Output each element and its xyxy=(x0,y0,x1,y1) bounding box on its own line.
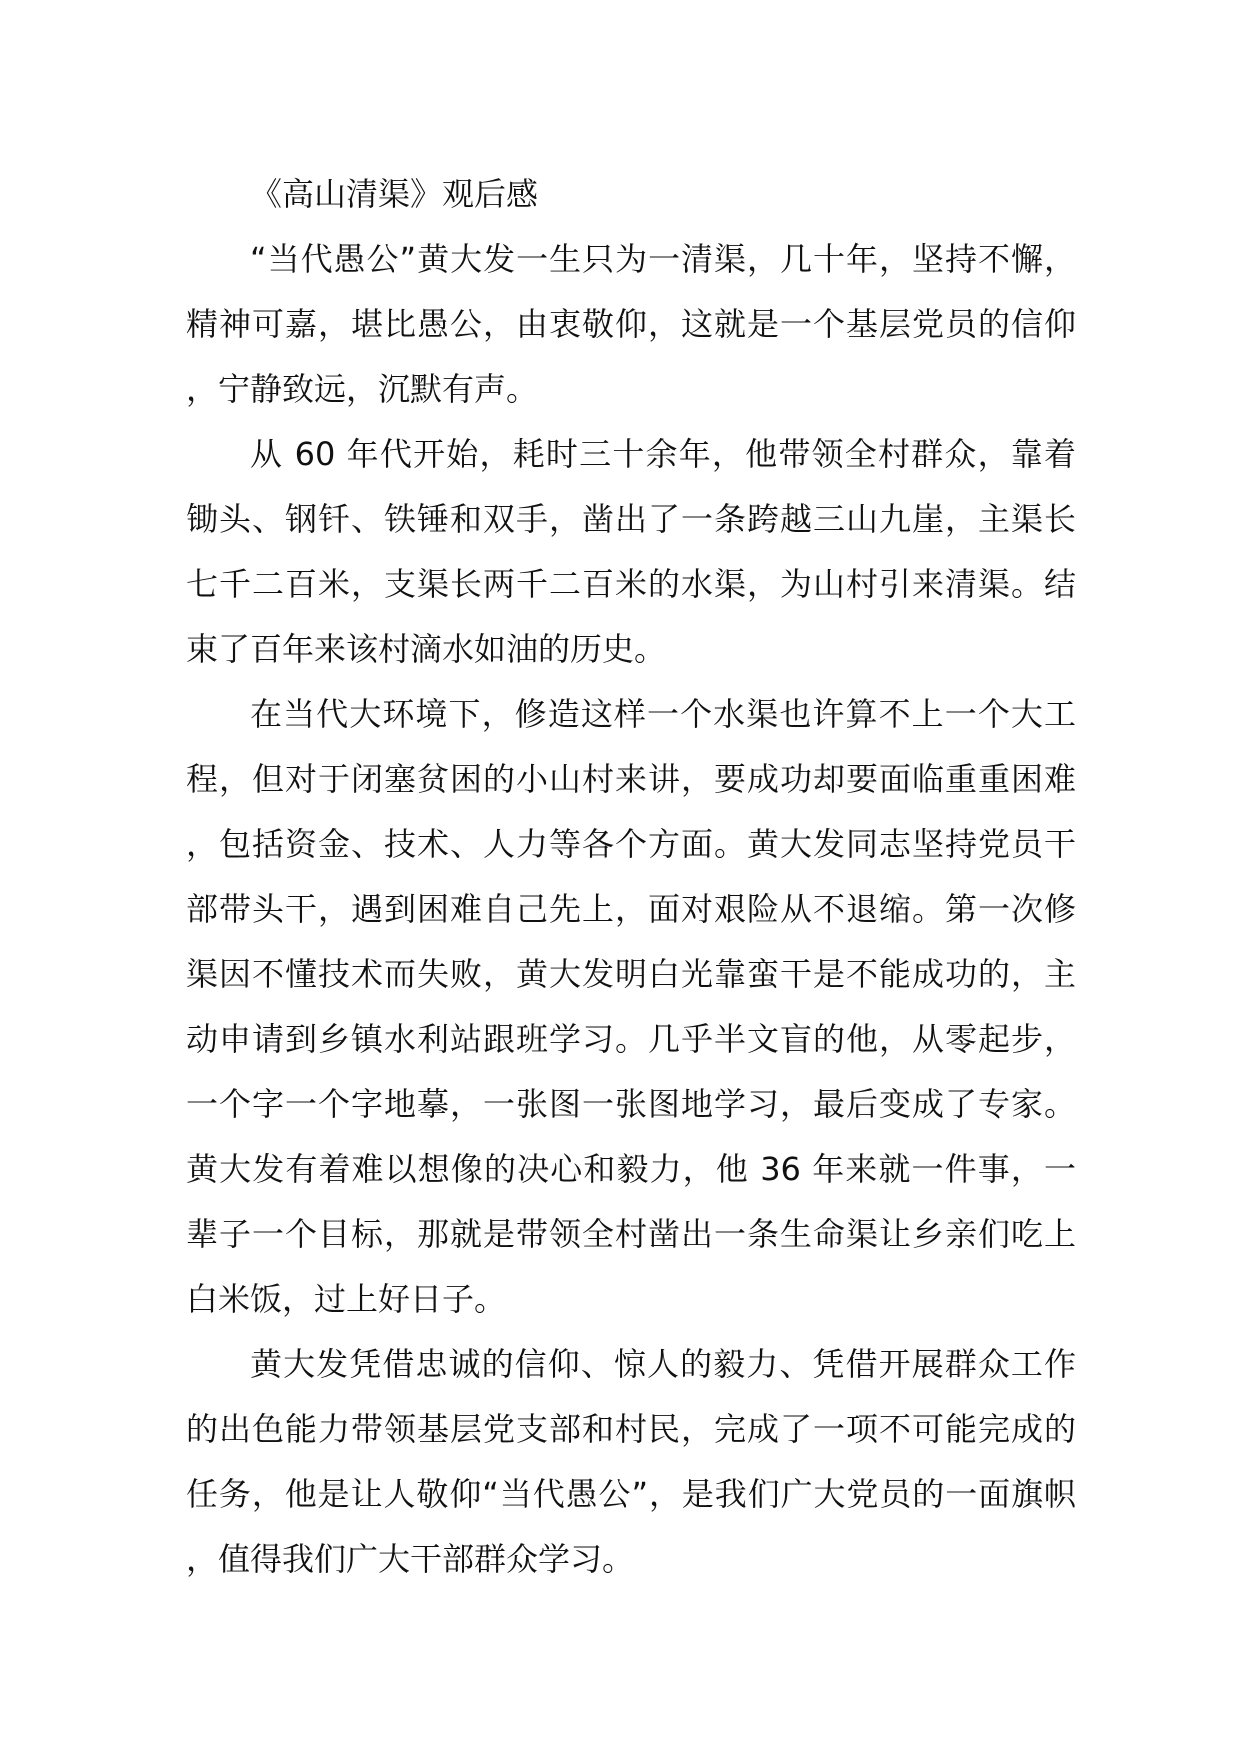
paragraph-1: “当代愚公”黄大发一生只为一清渠，几十年，坚持不懈，精神可嘉，堪比愚公，由衷敬仰，这就是一个基层党员的信仰，宁静致远，沉默有声。 xyxy=(186,240,1076,408)
paragraph-3: 在当代大环境下，修造这样一个水渠也许算不上一个大工程，但对于闭塞贫困的小山村来讲，要成功却要面临重重困难，包括资金、技术、人力等各个方面。黄大发同志坚持党员干部带头干，遇到困难自己先上，面对艰险从不退缩。第一次修渠因不懂技术而失败，黄大发明白光靠蛮干是不能成功的，主动申请到乡镇水利站跟班学习。几乎半文盲的他，从零起步，一个字一个字地摹，一张图一张图地学习，最后变成了专家。黄大发有着难以想像的决心和毅力，他 36 年来就一件事，一辈子一个目标，那就是带领全村凿出一条生命渠让乡亲们吃上白米饭，过上好日子。 xyxy=(186,695,1076,1318)
paragraph-4: 黄大发凭借忠诚的信仰、惊人的毅力、凭借开展群众工作的出色能力带领基层党支部和村民，完成了一项不可能完成的任务，他是让人敬仰“当代愚公”，是我们广大党员的一面旗帜，值得我们广大干部群众学习。 xyxy=(186,1345,1076,1578)
paragraph-2: 从 60 年代开始，耗时三十余年，他带领全村群众，靠着锄头、钢钎、铁锤和双手，凿出了一条跨越三山九崖，主渠长七千二百米，支渠长两千二百米的水渠，为山村引来清渠。结束了百年来该村滴水如油的历史。 xyxy=(186,435,1076,668)
document-title: 《高山清渠》观后感 xyxy=(250,175,539,213)
document-body xyxy=(186,162,1076,1592)
